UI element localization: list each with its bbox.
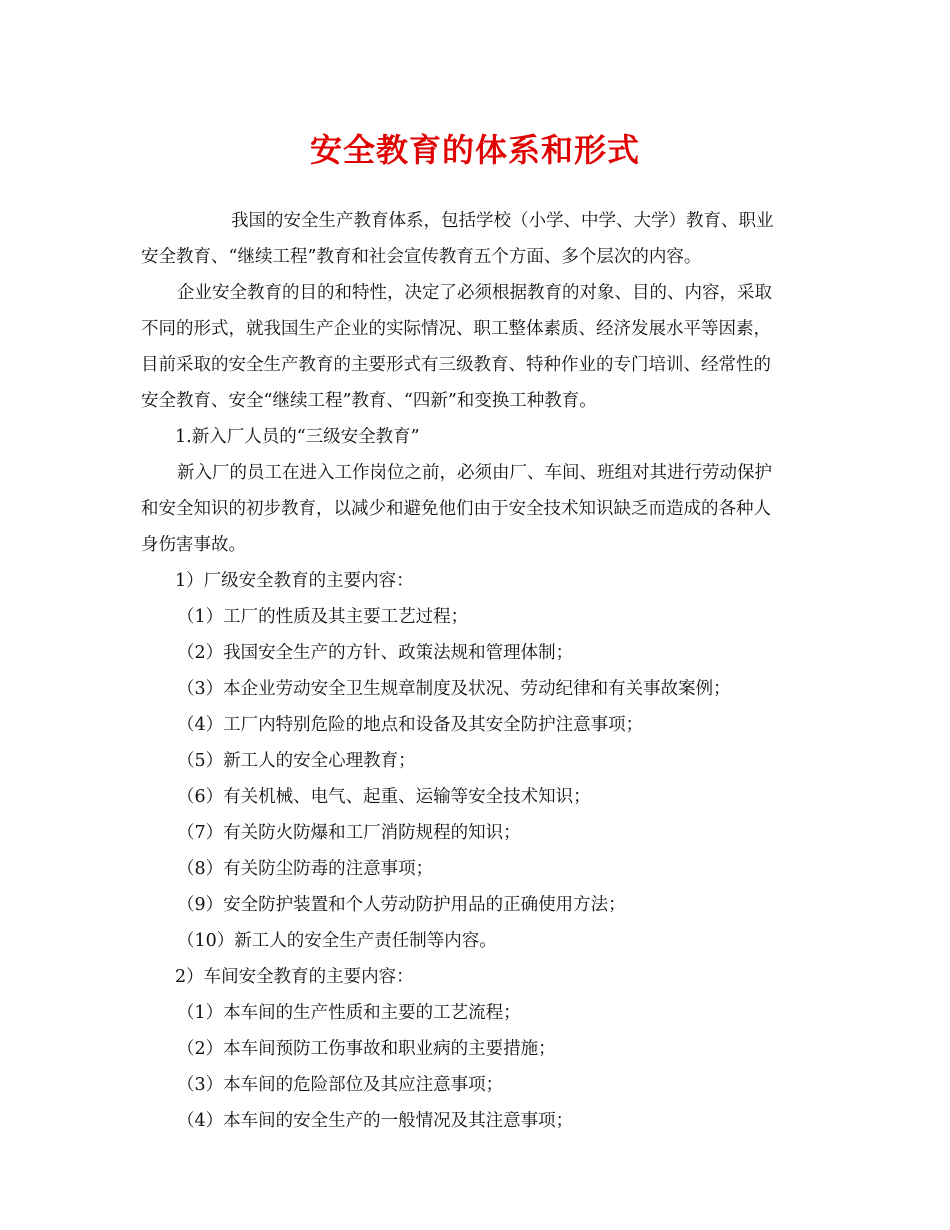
list-item: （8）有关防尘防毒的注意事项； — [177, 859, 434, 879]
paragraph-line: 企业安全教育的目的和特性，决定了必须根据教育的对象、目的、内容，采取 — [177, 283, 772, 303]
list-item: （5）新工人的安全心理教育； — [177, 751, 416, 771]
paragraph-line: 安全教育、“继续工程”教育和社会宣传教育五个方面、多个层次的内容。 — [141, 247, 702, 267]
paragraph-line: 我国的安全生产教育体系，包括学校（小学、中学、大学）教育、职业 — [231, 211, 774, 231]
section-heading: 1.新入厂人员的“三级安全教育” — [175, 427, 420, 447]
paragraph-line: 和安全知识的初步教育，以减少和避免他们由于安全技术知识缺乏而造成的各种人 — [141, 499, 771, 519]
subsection-heading: 2）车间安全教育的主要内容： — [175, 967, 414, 987]
paragraph-line: 不同的形式，就我国生产企业的实际情况、职工整体素质、经济发展水平等因素， — [141, 319, 771, 339]
list-item: （1）工厂的性质及其主要工艺过程； — [177, 607, 469, 627]
list-item: （4）工厂内特别危险的地点和设备及其安全防护注意事项； — [177, 715, 644, 735]
paragraph-line: 目前采取的安全生产教育的主要形式有三级教育、特种作业的专门培训、经常性的 — [141, 355, 771, 375]
list-item: （2）我国安全生产的方针、政策法规和管理体制； — [177, 643, 574, 663]
list-item: （1）本车间的生产性质和主要的工艺流程； — [177, 1003, 521, 1023]
document-title: 安全教育的体系和形式 — [309, 131, 640, 169]
list-item: （3）本企业劳动安全卫生规章制度及状况、劳动纪律和有关事故案例； — [177, 679, 731, 699]
list-item: （10）新工人的安全生产责任制等内容。 — [177, 931, 497, 951]
list-item: （7）有关防火防爆和工厂消防规程的知识； — [177, 823, 521, 843]
paragraph-line: 新入厂的员工在进入工作岗位之前，必须由厂、车间、班组对其进行劳动保护 — [177, 463, 772, 483]
list-item: （4）本车间的安全生产的一般情况及其注意事项； — [177, 1111, 574, 1131]
list-item: （9）安全防护装置和个人劳动防护用品的正确使用方法； — [177, 895, 626, 915]
paragraph-line: 身伤害事故。 — [141, 535, 246, 555]
list-item: （2）本车间预防工伤事故和职业病的主要措施； — [177, 1039, 556, 1059]
list-item: （3）本车间的危险部位及其应注意事项； — [177, 1075, 504, 1095]
subsection-heading: 1）厂级安全教育的主要内容： — [175, 571, 414, 591]
list-item: （6）有关机械、电气、起重、运输等安全技术知识； — [177, 787, 591, 807]
document-body — [141, 203, 813, 1139]
paragraph-line: 安全教育、安全“继续工程”教育、“四新”和变换工种教育。 — [141, 391, 597, 411]
